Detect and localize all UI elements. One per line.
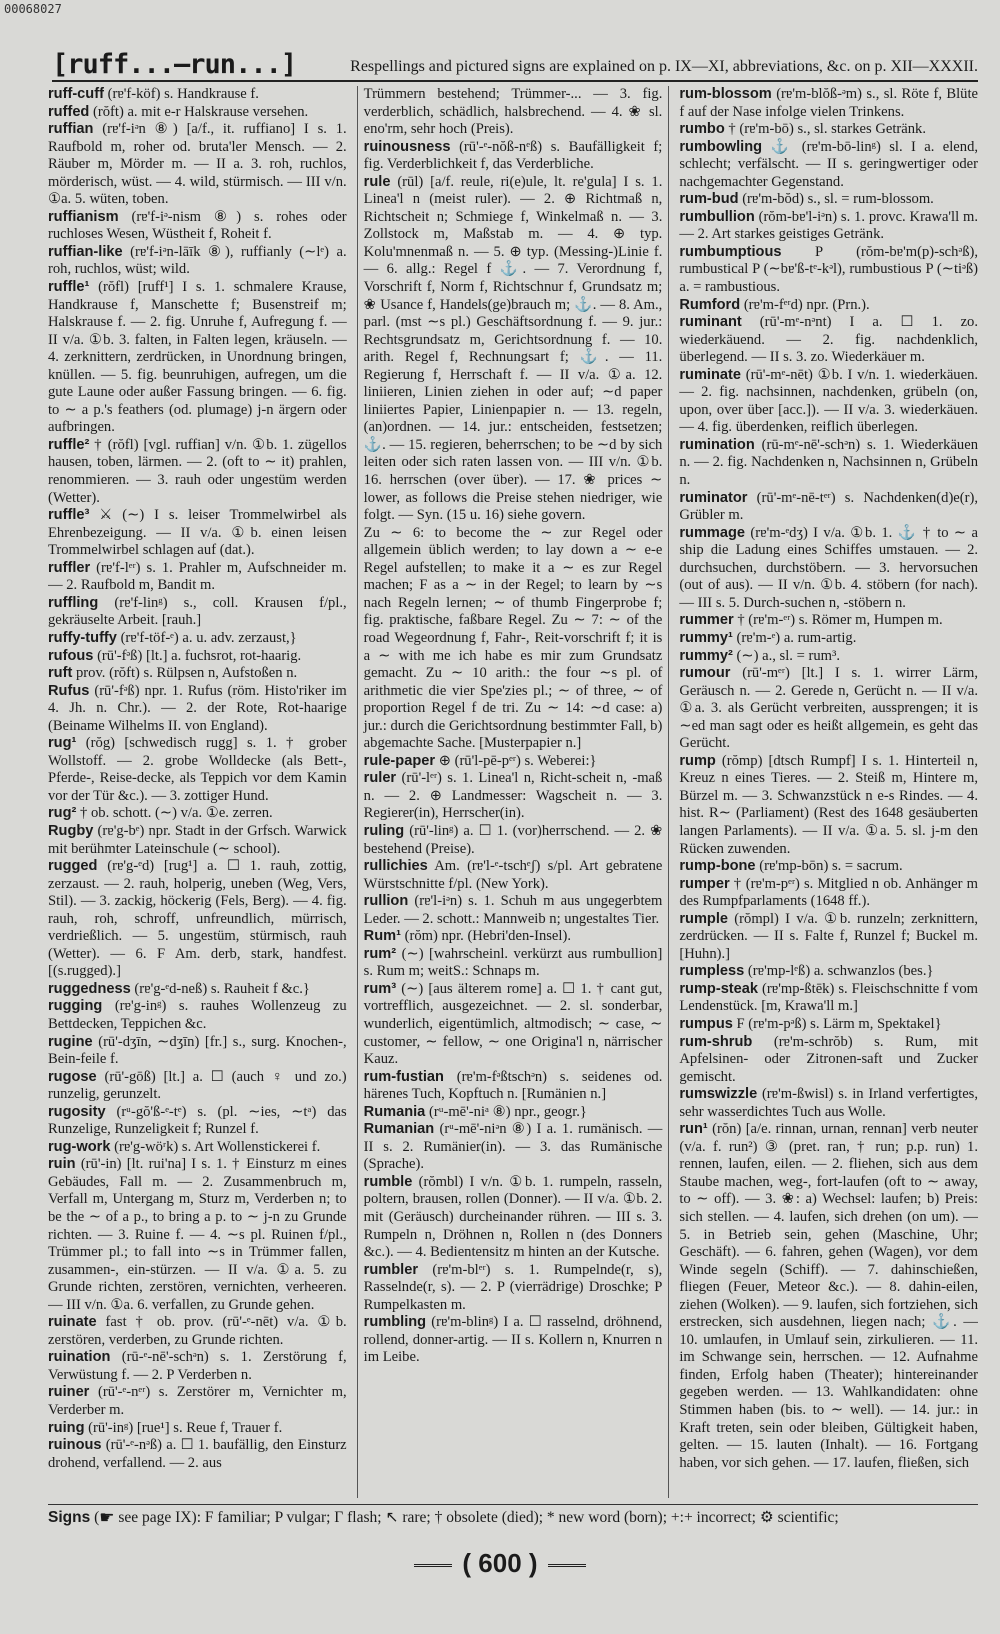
- entry-text: (rɐ'm-bŏd) s., sl. = rum-blossom.: [742, 191, 934, 208]
- header-note: Respellings and pictured signs are explained on p. IX—XI, abbreviations, &c. on p. XII—XXXII.: [350, 58, 978, 75]
- headword: ruler: [363, 770, 397, 787]
- signs-legend: Signs (☛ see page IX): F familiar; P vulgar; Γ flash; ↖ rare; † obsolete (died); * new word (born); +:+ incorrect; ⚙ scientific;: [48, 1508, 839, 1527]
- headword: rule: [363, 173, 391, 190]
- dictionary-entry: [364, 1069, 663, 1104]
- dictionary-entry: [48, 823, 347, 858]
- entry-text: (rɐ'g-wöʳk) s. Art Wollenstickerei f.: [114, 1138, 321, 1155]
- entry-text: (∼) [aus älterem rome] a. ☐ 1. † cant gut, vortrefflich, ausgezeichnet. — 2. sl. sonderbar, wunderlich, eigentümlich, altmodisch; ∼ case, ∼ customer, ∼ fellow, ∼ one Origina'l n, närrischer Kauz.: [363, 980, 663, 1068]
- dictionary-entry: [48, 683, 347, 736]
- headword: ruin: [48, 1156, 76, 1173]
- headword: rummy¹: [679, 629, 733, 646]
- headword: ruinate: [48, 1314, 97, 1331]
- dictionary-entry: [679, 665, 978, 753]
- dictionary-entry: [679, 244, 978, 297]
- entry-text: (rū'-mᵉ-nē-tᵉʳ) s. Nachdenken(d)e(r), Grübler m.: [679, 489, 978, 524]
- entry-text: ⚓ (rɐ'm-bō-linᵍ) sl. I a. elend, schlecht; verfälscht. — II s. geringwertiger oder nachgemachter Gegenstand.: [679, 138, 978, 190]
- headword: rum-blossom: [679, 86, 772, 102]
- headword: rug²: [48, 805, 77, 822]
- entry-text: (rɐ'm-schrŏb) s. Rum, mit Apfelsinen- oder Zitronen-saft und Zucker gemischt.: [679, 1033, 978, 1085]
- entry-text: (rɐ'g-inᵍ) s. rauhes Wollenzeug zu Bettdecken, Teppichen &c.: [48, 998, 347, 1032]
- dictionary-entry: [364, 928, 663, 946]
- entry-text: (rŏm-bɐ'l-iᵊn) s. 1. provc. Krawa'll m. — 2. Art starkes geistiges Getränk.: [679, 208, 978, 243]
- headword: rump-bone: [679, 858, 756, 875]
- headword: rugged: [48, 858, 98, 875]
- dictionary-entry: [364, 823, 663, 858]
- dictionary-entry: [48, 244, 347, 279]
- column-middle: [357, 86, 670, 1498]
- entry-text: (rɐ'mp-ßtēk) s. Fleischschnitte f vom Lendenstück. [m, Krawa'll m.]: [679, 980, 978, 1015]
- headword: rumbler: [363, 1261, 419, 1278]
- entry-text: Zu ∼ 6: to become the ∼ zur Regel oder allgemein üblich werden; to lay down a ∼ e-e Regel aufstellen; to make it a ∼ es zur Regel machen; F as a ∼ in der Regel; to learn by ∼s nach Regeln lernen; ∼ of thumb Fingerprobe f; fig. praktische, faßbare Regel. Zu ∼ 7: ∼ of the road Wegeordnung f, Fahr-, Reit-vorschrift f; it is a ∼ with me ich habe es mir zum Grundsatz gemacht. Zu ∼ 10 arith.: the four ∼s pl. of arithmetic die vier Spe'zies pl.; ∼ of three, ∼ of proportion Regel f de tri. Zu ∼ 14: ∼d case: a) jur.: durch die Gerichtsordnung bestimmter Fall, b) abgemachte Sache. [Musterpapier n.]: [363, 524, 663, 752]
- headword: rufous: [48, 647, 94, 664]
- dictionary-entry: [679, 1121, 978, 1472]
- entry-text: (rɐ'f-töf-ᵉ) a. u. adv. zerzaust,}: [120, 629, 297, 646]
- dictionary-entry: [679, 753, 978, 858]
- entry-text: (rɐ'mp-bōn) s. = sacrum.: [759, 858, 903, 875]
- dictionary-entry: [48, 1384, 347, 1419]
- dictionary-entry: [364, 753, 663, 771]
- dictionary-entry: [679, 437, 978, 490]
- entry-text: (rū'-linᵍ) a. ☐ 1. (vor)herrschend. — 2. ❀ bestehend (Preise).: [363, 822, 663, 857]
- column-right: [679, 86, 978, 1498]
- headword: ruing: [48, 1419, 85, 1436]
- headword: rumination: [679, 436, 755, 453]
- dictionary-entry: [679, 209, 978, 244]
- dictionary-entry: [364, 1104, 663, 1122]
- entry-text: F (rɐ'm-pᵊß) s. Lärm m, Spektakel}: [736, 1015, 942, 1032]
- entry-text: (rŏn) [a/e. rinnan, urnan, rennan] verb neuter (v/a. f. run²) ③ (pret. ran, † run; p.p. run) 1. rennen, laufen, eilen. — 2. fliehen, sich aus dem Staube machen, weg-, fort-laufen (oft to ∼ away, to ∼ off). — 3. ❀: a) Wechsel: laufen; b) Preis: sich stellen. — 4. laufen, sich drehen (on um). — 5. in Betrieb sein, gehen (Maschine, Uhr; Geschäft). — 6. fahren, gehen (Wagen), vor dem Winde segeln (Schiff). — 7. dahinschießen, fliegen (Feuer, Meteor &c.). — 8. dahin-eilen, ziehen (Wolken). — 9. laufen, sich fortziehen, sich erstrecken, sich ausdehnen, liegen nach; ⚓. — 10. umlaufen, in Umlauf sein, zirkulieren. — 11. im Schwange sein, herrschen. — 12. Aufnahme finden, Erfolg haben (Theater); hintereinander gegeben werden. — 13. Wahlkandidaten: ohne Stimmen haben (bis. to ∼ well). — 14. jur.: in Kraft treten, sein oder bleiben, Gültigkeit haben, gelten. — 15. lauten (Inhalt). — 16. Fortgang haben, vor sich gehen. — 17. laufen, fließen, sich: [679, 1121, 978, 1471]
- headword: ruminate: [679, 366, 741, 383]
- entry-text: (rɐ'g-bᵉ) npr. Stadt in der Grfsch. Warwick mit berühmter Lateinschule (∼ school).: [48, 822, 347, 857]
- dictionary-entry: [48, 437, 347, 507]
- entry-text: fast † ob. prov. (rū'-ᵉ-nēt) v/a. ①b. zerstören, verderben, zu Grunde richten.: [48, 1314, 347, 1348]
- entry-text: (rū-mᵉ-nē'-schᵊn) s. 1. Wiederkäuen n. — 2. fig. Nachdenken n, Nachsinnen n, Grübeln n.: [679, 436, 978, 489]
- dictionary-entry: [48, 279, 347, 437]
- entry-text: (rɐ'm-fᵊßtschᵊn) s. seidenes od. härenes Tuch, Kopftuch n. [Rumänien n.]: [363, 1068, 663, 1103]
- dictionary-entry: [364, 1174, 663, 1262]
- entry-text: (rŏft) a. mit e-r Halskrause versehen.: [93, 103, 309, 120]
- entry-text: (rŏmpl) I v/a. ①b. runzeln; zerknittern, zerdrücken. — II s. Falte f, Runzel f; Buckel m. [Huhn).]: [679, 910, 978, 962]
- headword: Rugby: [48, 822, 94, 839]
- headword: rumbullion: [679, 208, 755, 225]
- page-header: [52, 36, 978, 82]
- dictionary-entry: [48, 1069, 347, 1104]
- headword: rumswizzle: [679, 1086, 758, 1103]
- dictionary-entry: [48, 981, 347, 999]
- headword: ruinous: [48, 1437, 102, 1454]
- headword: ruination: [48, 1349, 111, 1366]
- headword: Rumania: [363, 1103, 426, 1120]
- entry-text: (rū'-inᵍ) [rue¹] s. Reue f, Trauer f.: [88, 1419, 283, 1436]
- signs-see-ref: see page IX):: [118, 1509, 201, 1526]
- entry-text: (rū'-lᵉʳ) s. 1. Linea'l n, Richt-scheit n, -maß n. — 2. ⊕ Landmesser: Wagscheit n. — 3. Regierer(in), Herrscher(in).: [363, 770, 663, 822]
- dictionary-entry: [679, 612, 978, 630]
- headword: ruff-cuff: [48, 86, 104, 102]
- signs-legend-text: F familiar; P vulgar; Γ flash; ↖ rare; † obsolete (died); * new word (born); +:+ incorrect; ⚙ scientific;: [204, 1509, 839, 1526]
- dictionary-entry: [679, 1016, 978, 1034]
- headword: rug-work: [48, 1138, 111, 1155]
- headword: ruffian: [48, 121, 94, 138]
- headword: ruggedness: [48, 980, 131, 997]
- headword: rum³: [363, 980, 397, 997]
- entry-text: (rɐ'mp-lᵉß) a. schwanzlos (bes.}: [747, 963, 934, 980]
- headword: rum-bud: [679, 191, 739, 208]
- dictionary-entry: [48, 1156, 347, 1314]
- headword: rump-steak: [679, 980, 759, 997]
- headword: rummy²: [679, 647, 733, 664]
- footer-divider: [48, 1504, 978, 1505]
- dictionary-entry: [679, 630, 978, 648]
- entry-text: (rŏg) [schwedisch rugg] s. 1. † grober Wollstoff. — 2. grobe Wolldecke (als Bett-, Pferde-, Reise-decke, als Teppich vor dem Kamin vor der Tür &c.). — 3. zottiger Hund.: [48, 735, 347, 804]
- entry-text: (rū'-in) [lt. rui'na] I s. 1. † Einsturz m eines Gebäudes, Fall m. — 2. Zusammenbruch m, Verfall m, Untergang m, Sturz m, Verderben n; to be the ∼ of a p., to bring a p. to ∼ j-n zu Grunde richten. — 3. Ruine f. — 4. ∼s pl. Ruinen f/pl., Trümmer pl.; to fall into ∼s in Trümmer fallen, zusammen-, ein-stürzen. — II v/a. ①a. 5. zu Grunde richten, zerstören, vernichten, verheeren. — III v/n. ①a. 6. verfallen, zu Grunde gehen.: [48, 1156, 347, 1313]
- dictionary-entry: [48, 1034, 347, 1069]
- dictionary-entry: [48, 858, 347, 981]
- headword: rug¹: [48, 735, 77, 752]
- dictionary-entry: [679, 525, 978, 613]
- dictionary-entry: [48, 595, 347, 630]
- headword: rumbowling: [679, 138, 763, 155]
- dictionary-entry: [48, 1314, 347, 1349]
- dictionary-entry: [364, 174, 663, 525]
- entry-text: (rɐ'g-ᵉd) [rug¹] a. ☐ 1. rauh, zottig, zerzaust. — 2. rauh, holperig, uneben (Weg, Vers, Stil). — 3. zackig, höckerig (Fels, Berg). — 4. fig. rauh, roh, schroff, unfreundlich, mürrisch, verdrießlich. — 5. ungestüm, stürmisch, rauh (Wetter). — 6. F Am. derb, stark, handfest. [(s.rugged).]: [48, 858, 347, 980]
- dictionary-entry: [679, 367, 978, 437]
- entry-text: (rɐ'm-ᵉ) a. rum-artig.: [736, 629, 857, 646]
- left-ornament: [414, 1564, 452, 1567]
- dictionary-entry: [48, 104, 347, 122]
- headword: ruinousness: [363, 138, 451, 155]
- headword: rullion: [363, 893, 409, 910]
- headword: ruminant: [679, 314, 742, 331]
- entry-text: (rɐ'm-blinᵍ) I a. ☐ rasselnd, dröhnend, rollend, donner-artig. — II s. Kollern n, Knurren n im Leibe.: [363, 1314, 663, 1366]
- entry-text: † (rŏfl) [vgl. ruffian] v/n. ①b. 1. zügellos hausen, toben, lärmen. — 2. (oft to ∼ it) prahlen, renommieren. — 3. rauh oder ungestüm werden (Wetter).: [48, 436, 347, 506]
- entry-text: (rᵘ-mē'-niᵃ ⑧) npr., geogr.}: [428, 1103, 587, 1120]
- entry-text: † (rɐ'm-ᵉʳ) s. Römer m, Humpen m.: [737, 612, 943, 629]
- headword: ruffler: [48, 559, 91, 576]
- dictionary-entry: [48, 805, 347, 823]
- dictionary-entry: [48, 1139, 347, 1157]
- entry-text: (rɐ'm-blŏß-ᵊm) s., sl. Röte f, Blüte f auf der Nase infolge vielen Trinkens.: [679, 86, 978, 120]
- entry-text: † ob. schott. (∼) v/a. ①e. zerren.: [80, 805, 273, 822]
- headword: ruffianism: [48, 208, 119, 225]
- entry-text: (rū-ᵉ-nē'-schᵊn) s. 1. Zerstörung f, Verwüstung f. — 2. P Verderben n.: [48, 1349, 347, 1383]
- headword: rum²: [363, 945, 397, 962]
- entry-text: (rɐ'f-iᵊn ⑧) [a/f., it. ruffiano] I s. 1. Raufbold m, roher od. bruta'ler Mensch. — 2. Räuber m, Mörder m. — II a. 3. roh, ruchlos, mörderisch, wüst. — 4. wild, stürmisch. — III v/n. ①a. 5. wüten, toben.: [48, 121, 347, 208]
- entry-text: (rū'-mᵉ-nᵊnt) I a. ☐ 1. zo. wiederkäuend. — 2. fig. nachdenklich, überlegend. — II s. 3. zo. Wiederkäuer m.: [679, 314, 978, 366]
- headword: rullichies: [363, 858, 428, 875]
- headword: ruminator: [679, 489, 748, 506]
- headword: ruffed: [48, 103, 90, 120]
- dictionary-entry: [48, 1437, 347, 1472]
- signs-label: Signs: [48, 1509, 91, 1526]
- entry-text: (rɐ'm-fᵉʳd) npr. (Prn.).: [743, 296, 870, 313]
- dictionary-entry: [679, 121, 978, 139]
- headword: ruling: [363, 822, 405, 839]
- entry-text: (rū'-fᵊß) npr. 1. Rufus (röm. Histo'riker im 4. Jh. n. Chr.). — 2. der Rote, Rot-haarige (Beiname Wilhelms II. von England).: [48, 682, 347, 734]
- dictionary-entry: [48, 1104, 347, 1139]
- headword: rummer: [679, 612, 734, 629]
- headword: Rum¹: [363, 928, 401, 945]
- dictionary-entry: [48, 735, 347, 805]
- headword: run¹: [679, 1121, 708, 1138]
- dictionary-entry: [364, 858, 663, 893]
- entry-text: P (rŏm-bɐ'm(p)-schᵊß), rumbustical P (∼bɐ'ß-tᵉ-kᵊl), rumbustious P (∼tiᵊß) a. = rambustious.: [679, 243, 978, 296]
- dictionary-entry: [364, 86, 663, 139]
- entry-text: (rū'-ᵉ-nŏß-nᵉß) s. Baufälligkeit f; fig. Verderblichkeit f, das Verderbliche.: [363, 138, 663, 173]
- right-ornament: [548, 1564, 586, 1567]
- headword: ruffling: [48, 594, 99, 611]
- headword: Rumanian: [363, 1121, 435, 1138]
- headword: rum-fustian: [363, 1068, 444, 1085]
- headword: rumour: [679, 665, 731, 682]
- entry-text: (rū'-dʒīn, ∼dʒīn) [fr.] s., surg. Knochen-, Bein-feile f.: [48, 1033, 347, 1068]
- entry-text: (rɐ'l-iᵊn) s. 1. Schuh m aus ungegerbtem Leder. — 2. schott.: Mannweib n; ungestaltes Tier.: [363, 893, 663, 927]
- entry-text: (rɐ'f-linᵍ) s., coll. Krausen f/pl., gekräuselte Arbeit. [rauh.]: [48, 594, 347, 629]
- entry-text: (rūl) [a/f. reule, ri(e)ule, lt. re'gula] I s. 1. Linea'l n (meist ruler). — 2. ⊕ Richtmaß n, Richtscheit n; Schmiege f, Winkelmaß n. — 3. Zollstock m, Maßstab m. — 4. ⊕ typ. Kolu'mnenmaß n. — 5. ⊕ typ. (Messing-)Linie f. — 6. allg.: Regel f ⚓. — 7. Verordnung f, Vorschrift f, Norm f, Richtschnur f, Grundsatz m; ❀ Usance f, Handels(ge)brauch m; ⚓. — 8. Am., parl. (mst ∼s pl.) Geschäftsordnung f. — 9. jur.: Rechtsgrundsatz m, Gerichtsordnung f. — 10. arith. Regel f, Rechnungsart f; ⚓. — 11. Regierung f, Herrschaft f. — II v/a. ①a. 12. liniieren, Linien ziehen in oder auf; ∼d paper liniiertes Papier, Linienpapier n. — 13. regeln, (an)ordnen. — 14. jur.: entscheiden, festsetzen; ⚓. — 15. regieren, beherrschen; to be ∼d by sich leiten oder sich raten lassen von. — III v/n. ①b. 16. herrschen (over über). — 17. ❀ prices ∼ lower, as follows die Preise stehen niedriger, wie folgt. — Syn. (15 u. 16) siehe govern.: [363, 173, 663, 524]
- headword: ruffle²: [48, 436, 90, 453]
- dictionary-entry: [364, 893, 663, 928]
- dictionary-entry: [364, 1121, 663, 1174]
- entry-text: (rɐ'f-lᵉʳ) s. 1. Prahler m, Aufschneider m. — 2. Raufbold m, Bandit m.: [48, 559, 347, 594]
- headword: rummage: [679, 524, 746, 541]
- entry-text: (rū'-mᵉʳ) [lt.] I s. 1. wirrer Lärm, Geräusch n. — 2. Gerede n, Gerücht n. — II v/a. ①a. 3. als Gerücht verbreiten, aussprengen; it is ∼ed man sagt oder es heißt allgemein, es geht das Gerücht.: [679, 665, 978, 752]
- entry-text: ⊕ (rū'l-pē-pᵉʳ) s. Weberei:}: [438, 752, 597, 769]
- entry-text: (rŏmp) [dtsch Rumpf] I s. 1. Hinterteil n, Kreuz n eines Tieres. — 2. Steiß m, Hintere m, Bürzel m. — 3. Schwanzstück n e-s Rindes. — 4. hist. R∼ (Parliament) (Rest des 1648 gesäuberten langen Parlaments). — II v/a. ①a. 5. sl. j-m den Rücken zuwenden.: [679, 752, 978, 857]
- entry-text: (rū'-fᵊß) [lt.] a. fuchsrot, rot-haarig.: [97, 647, 302, 664]
- entry-text: (rū'-gōß) [lt.] a. ☐ (auch ♀ und zo.) runzelig, gerunzelt.: [48, 1068, 347, 1103]
- dictionary-entry: [364, 946, 663, 981]
- dictionary-entry: [679, 911, 978, 964]
- headword: rumbumptious: [679, 243, 782, 260]
- dictionary-entry: [364, 1314, 663, 1367]
- dictionary-entry: [679, 297, 978, 315]
- headword: rumper: [679, 875, 730, 892]
- dictionary-entry: [679, 1086, 978, 1121]
- headword: ruiner: [48, 1384, 90, 1401]
- headword: rumbling: [363, 1314, 427, 1331]
- entry-text: † (rɐ'm-bō) s., sl. starkes Getränk.: [728, 121, 926, 138]
- entry-text: (rɐ'm-ßwisl) s. in Irland verfertigtes, sehr wasserdichtes Tuch aus Wolle.: [679, 1086, 978, 1120]
- headword: rugging: [48, 998, 103, 1015]
- dictionary-entry: [364, 981, 663, 1069]
- dictionary-entry: [679, 86, 978, 121]
- headword: ruffian-like: [48, 243, 123, 260]
- dictionary-entry: [364, 1262, 663, 1315]
- headword: Rumford: [679, 296, 741, 313]
- dictionary-entry: [48, 665, 347, 683]
- entry-text: (rū'-ᵉ-nᵉʳ) s. Zerstörer m, Vernichter m, Verderber m.: [48, 1384, 347, 1419]
- headword: rugosity: [48, 1103, 106, 1120]
- entry-text: † (rɐ'm-pᵉʳ) s. Mitglied n ob. Anhänger m des Rumpfparlaments (1648 ff.).: [679, 875, 978, 910]
- dictionary-entry: [364, 525, 663, 753]
- entry-text: (rŏm) npr. (Hebri'den-Insel).: [404, 928, 571, 945]
- entry-text: Am. (rɐ'l-ᵉ-tschᵉʃ) s/pl. Art gebratene Würstschnitte f/pl. (New York).: [363, 858, 663, 892]
- headword: Rufus: [48, 682, 90, 699]
- entry-text: (rū'-ᵉ-nᵊß) a. ☐ 1. baufällig, den Einsturz drohend, verfallend. — 2. aus: [48, 1437, 347, 1471]
- dictionary-entry: [48, 648, 347, 666]
- entry-text: (rū'-mᵉ-nēt) ①b. I v/n. 1. wiederkäuen. — 2. fig. nachsinnen, nachdenken, grübeln (on, upon, over über [acc.]). — II v/a. 3. wiederkäuen. — 4. fig. überdenken, reiflich überlegen.: [679, 366, 978, 436]
- dictionary-entry: [48, 209, 347, 244]
- headword: rumple: [679, 910, 728, 927]
- entry-text: (rŏfl) [ruff¹] I s. 1. schmalere Krause, Handkrause f, Manschette f; Busenstreif m; Halskrause f. — 2. fig. Unruhe f, Aufregung f. — II v/a. ①b. 3. falten, in Falten legen, kräuseln. — 4. zerknittern, zerdrücken, in Unordnung bringen, knüllen. — 5. fig. beunruhigen, aufregen, um die gute Laune oder außer Fassung bringen. — 6. fig. to ∼ a p.'s feathers (od. plumage) j-n ärgern oder aufbringen.: [48, 279, 347, 436]
- entry-text: (rɐ'g-ᵉd-neß) s. Rauheit f &c.}: [134, 980, 310, 997]
- headword: rumpus: [679, 1015, 733, 1032]
- headword: rule-paper: [363, 752, 436, 769]
- dictionary-entry: [48, 998, 347, 1033]
- column-left: [48, 86, 347, 1498]
- dictionary-entry: [679, 963, 978, 981]
- entry-text: (rᵘ-gŏ'ß-ᵉ-tᵉ) s. (pl. ∼ies, ∼tᵃ) das Runzelige, Runzeligkeit f; Runzel f.: [48, 1103, 347, 1138]
- entry-text: (rŏmbl) I v/n. ①b. 1. rumpeln, rasseln, poltern, brausen, rollen (Donner). — II v/a. ①b. 2. mit (Geräusch) durcheinander rühren. — III s. 3. Rumpeln n, Dröhnen n, Rollen n (des Donners &c.). — 4. Bedientensitz m hinten an der Kutsche.: [363, 1173, 663, 1261]
- dictionary-entry: [679, 1034, 978, 1087]
- headword: rugose: [48, 1068, 97, 1085]
- entry-text: (rɐ'f-iᵊn-lāīk ⑧), ruffianly (∼lᵉ) a. roh, ruchlos, wüst; wild.: [48, 243, 347, 278]
- guide-words: [ruff...—run...]: [52, 49, 297, 80]
- dictionary-entry: [679, 490, 978, 525]
- entry-text: (∼) a., sl. = rum³.: [736, 647, 840, 664]
- entry-text: (∼) [wahrscheinl. verkürzt aus rumbullion] s. Rum m; weitS.: Schnaps m.: [363, 945, 663, 980]
- entry-text: (rɐ'f-köf) s. Handkrause f.: [107, 86, 259, 102]
- headword: ruft: [48, 665, 73, 682]
- entry-text: ⚔ (∼) I s. leiser Trommelwirbel als Ehrenbezeigung. — II v/a. ①b. einen leisen Trommelwirbel schlagen auf (dat.).: [48, 507, 347, 559]
- dictionary-entry: [48, 630, 347, 648]
- entry-text: (rɐ'm-blᵉʳ) s. 1. Rumpelnde(r, s), Rasselnde(r, s). — 2. P (vierrädrige) Droschke; P Rumpelkasten m.: [363, 1261, 663, 1313]
- dictionary-entry: [48, 86, 347, 104]
- headword: rumbo: [679, 121, 725, 138]
- dictionary-entry: [48, 121, 347, 209]
- headword: ruffy-tuffy: [48, 629, 117, 646]
- dictionary-entry: [364, 139, 663, 174]
- dictionary-entry: [679, 876, 978, 911]
- headword: rump: [679, 752, 716, 769]
- dictionary-entry: [679, 191, 978, 209]
- entry-text: prov. (rŏft) s. Rülpsen n, Aufstoßen n.: [75, 665, 298, 682]
- entry-text: (rɐ'm-ᵉdʒ) I v/a. ①b. 1. ⚓ † to ∼ a ship die Ladung eines Schiffes umstauen. — 2. durchsuchen, durchstöbern. — 3. hervorsuchen (out of aus). — II v/n. ①b. 4. stöbern (for nach). — III s. 5. Durch-suchen n, -stöbern n.: [679, 524, 978, 611]
- entry-text: (rɐ'f-iᵊ-nism ⑧) s. rohes oder ruchloses Wesen, Wüstheit f, Roheit f.: [48, 208, 347, 243]
- dictionary-entry: [48, 1349, 347, 1384]
- headword: rum-shrub: [679, 1033, 753, 1050]
- page-number: 600: [478, 1548, 522, 1578]
- dictionary-entry: [48, 560, 347, 595]
- pointing-hand-icon: ☛: [99, 1508, 115, 1527]
- page-number-area: ( 600 ): [0, 1548, 1000, 1579]
- headword: ruffle¹: [48, 279, 90, 296]
- headword: rumpless: [679, 963, 745, 980]
- entry-text: Trümmern bestehend; Trümmer-... — 3. fig. verderblich, schädlich, halsbrechend. — 4. ❀ sl. eno'rm, sehr hoch (Preis).: [363, 86, 663, 138]
- entry-text: (rᵘ-mē'-niᵊn ⑧) I a. 1. rumänisch. — II s. 2. Rumänier(in). — 3. das Rumänische (Sprache).: [363, 1121, 663, 1173]
- dictionary-entry: [679, 981, 978, 1016]
- dictionary-columns: [48, 86, 978, 1498]
- dictionary-entry: [679, 314, 978, 367]
- dictionary-entry: [48, 1420, 347, 1438]
- headword: rugine: [48, 1033, 93, 1050]
- dictionary-entry: [48, 507, 347, 560]
- dictionary-entry: [679, 139, 978, 192]
- headword: rumble: [363, 1173, 413, 1190]
- dictionary-entry: [679, 648, 978, 666]
- scan-id: 00068027: [4, 2, 62, 16]
- dictionary-entry: [364, 770, 663, 823]
- headword: ruffle³: [48, 507, 90, 524]
- dictionary-entry: [679, 858, 978, 876]
